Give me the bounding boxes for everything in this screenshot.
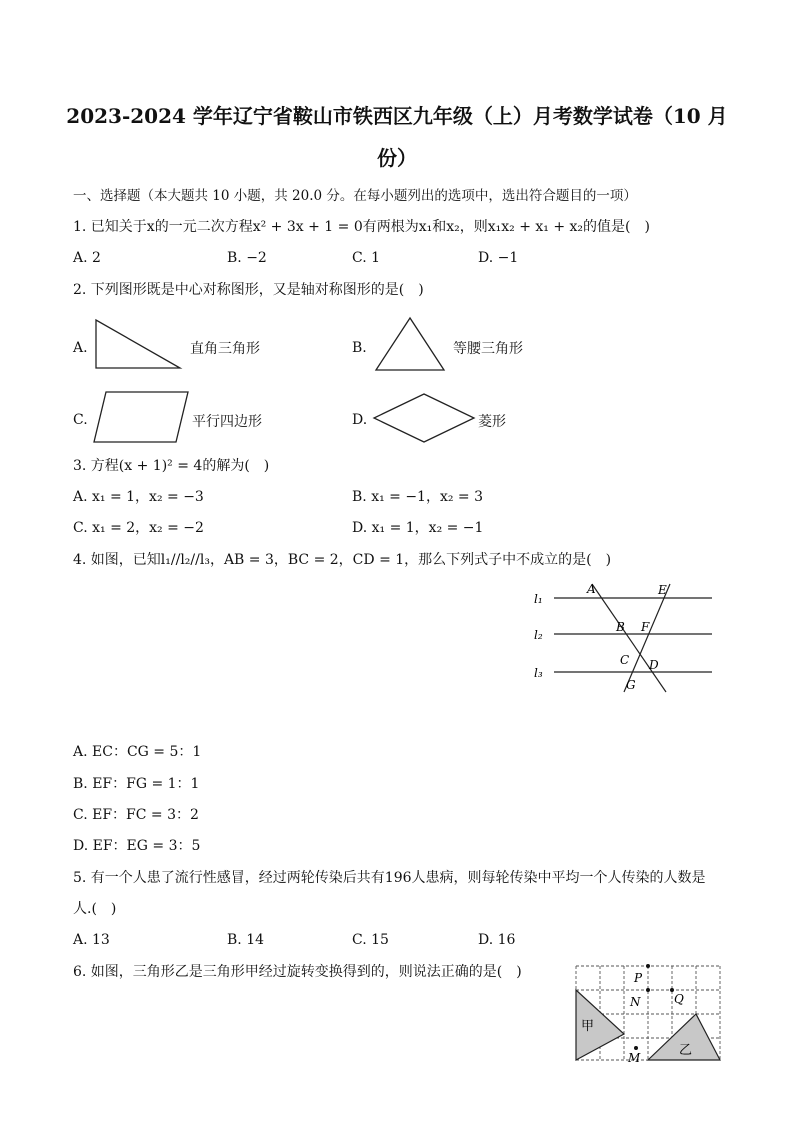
rhombus-figure: [370, 392, 478, 444]
question-4-option-a: A. EC：CG = 5：1: [73, 744, 202, 760]
question-5-stem: 5. 有一个人患了流行性感冒，经过两轮传染后共有196人患病，则每轮传染中平均一个人传染的人数是: [73, 870, 706, 886]
question-2-option-d: D.: [352, 412, 368, 428]
question-1-option-b: B. −2: [227, 250, 267, 266]
shape-label-isosceles-triangle: 等腰三角形: [453, 341, 523, 357]
question-2-stem: 2. 下列图形既是中心对称图形，又是轴对称图形的是( ): [73, 282, 424, 298]
question-5-option-b: B. 14: [227, 932, 265, 948]
point-m-label: M: [628, 1051, 641, 1065]
label-l3: l₃: [534, 666, 543, 680]
point-f-label: F: [641, 620, 650, 634]
question-4-option-d: D. EF：EG = 3：5: [73, 838, 201, 854]
question-4-stem: 4. 如图，已知l₁//l₂//l₃，AB = 3，BC = 2，CD = 1，那么下列式子中不成立的是( ): [73, 552, 612, 568]
question-2-option-a: A.: [73, 340, 88, 356]
point-n-label: N: [630, 995, 641, 1009]
question-6-stem: 6. 如图，三角形乙是三角形甲经过旋转变换得到的，则说法正确的是( ): [73, 964, 522, 980]
label-l2: l₂: [534, 628, 543, 642]
point-d-label: D: [649, 658, 659, 672]
shape-label-right-triangle: 直角三角形: [190, 341, 260, 357]
rotation-grid-figure: [572, 962, 724, 1066]
question-3-stem: 3. 方程(x + 1)² = 4的解为( ): [73, 458, 270, 474]
question-4-option-b: B. EF：FG = 1：1: [73, 776, 200, 792]
question-1-option-c: C. 1: [352, 250, 381, 266]
question-2-option-b: B.: [352, 340, 367, 356]
section-heading: 一、选择题（本大题共 10 小题，共 20.0 分。在每小题列出的选项中，选出符合题目的一项）: [73, 188, 637, 204]
question-5-stem-continued: 人.( ): [73, 901, 117, 917]
question-1-option-d: D. −1: [478, 250, 519, 266]
question-3-option-d: D. x₁ = 1，x₂ = −1: [352, 520, 484, 536]
point-e-label: E: [658, 583, 667, 597]
parallelogram-figure: [92, 388, 192, 448]
question-5-option-c: C. 15: [352, 932, 389, 948]
question-3-option-b: B. x₁ = −1，x₂ = 3: [352, 489, 484, 505]
label-yi: 乙: [679, 1043, 693, 1058]
label-l1: l₁: [534, 592, 543, 606]
point-q-label: Q: [674, 992, 684, 1006]
page-title-continued: 份）: [377, 146, 417, 170]
shape-label-rhombus: 菱形: [478, 414, 506, 430]
question-3-option-c: C. x₁ = 2，x₂ = −2: [73, 520, 204, 536]
page-title: 2023-2024 学年辽宁省鞍山市铁西区九年级（上）月考数学试卷（10 月: [66, 104, 728, 128]
question-5-option-a: A. 13: [73, 932, 110, 948]
point-g-label: G: [626, 678, 636, 692]
point-c-label: C: [620, 653, 630, 667]
question-2-option-c: C.: [73, 412, 88, 428]
label-jia: 甲: [581, 1019, 595, 1034]
question-3-option-a: A. x₁ = 1，x₂ = −3: [73, 489, 204, 505]
question-5-option-d: D. 16: [478, 932, 516, 948]
point-a-label: A: [587, 582, 596, 596]
point-b-label: B: [616, 620, 625, 634]
parallel-lines-figure: [532, 578, 720, 696]
isosceles-triangle-figure: [370, 314, 452, 374]
question-1-stem: 1. 已知关于x的一元二次方程x² + 3x + 1 = 0有两根为x₁和x₂，则x₁x₂ + x₁ + x₂的值是( ): [73, 219, 650, 235]
point-p-label: P: [634, 971, 643, 985]
question-1-option-a: A. 2: [73, 250, 101, 266]
shape-label-parallelogram: 平行四边形: [192, 414, 262, 430]
right-triangle-figure: [88, 316, 188, 372]
question-4-option-c: C. EF：FC = 3：2: [73, 807, 199, 823]
